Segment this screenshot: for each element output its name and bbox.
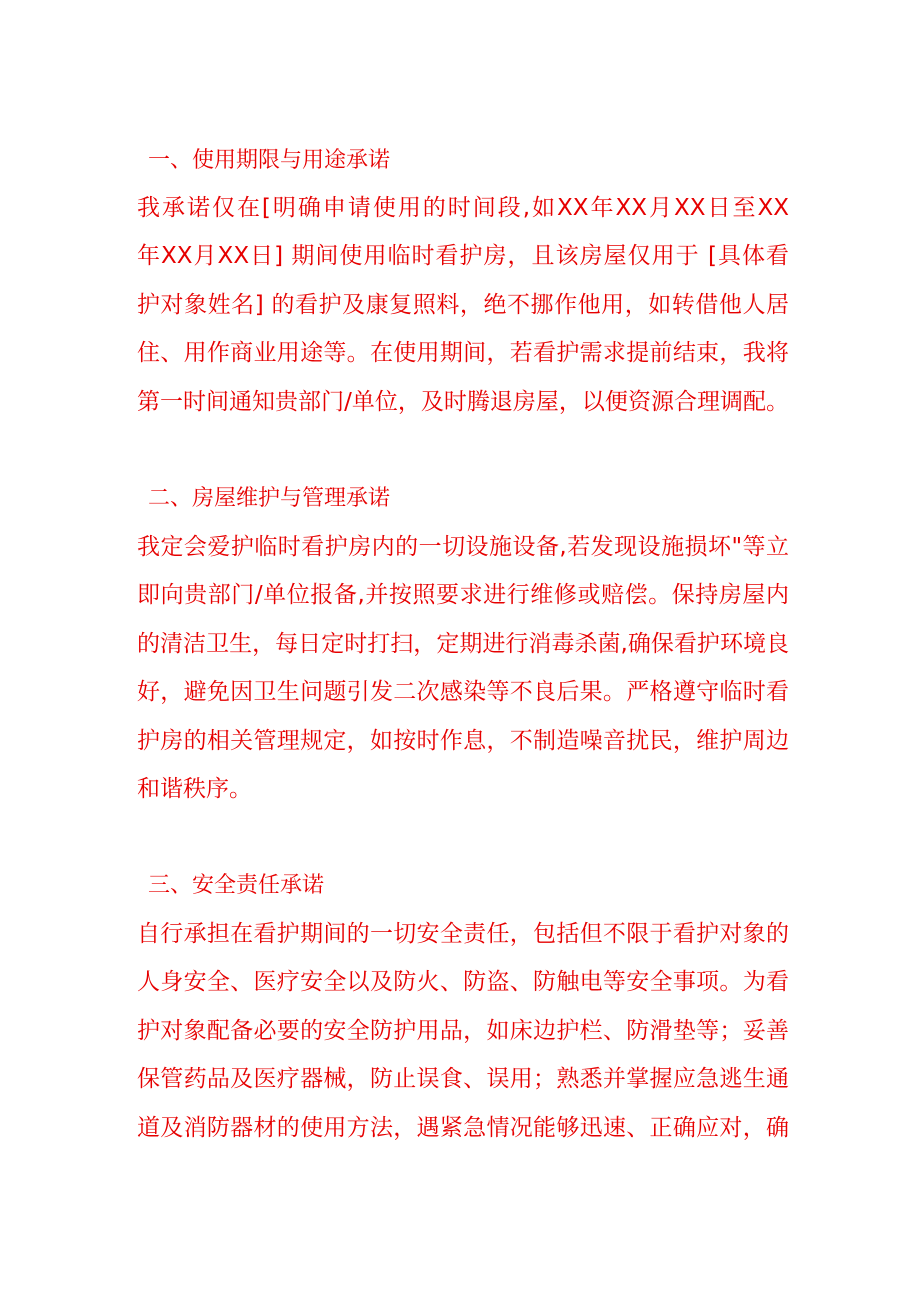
section-1-line-4: 住、用作商业用途等。在使用期间，若看护需求提前结束，我将 [137, 340, 789, 366]
section-1-line-2: 年XX月XX日] 期间使用临时看护房，且该房屋仅用于 [具体看 [137, 243, 789, 269]
section-3-line-3: 护对象配备必要的安全防护用品，如床边护栏、防滑垫等；妥善 [137, 1018, 789, 1044]
section-2-heading: 二、房屋维护与管理承诺 [148, 486, 391, 511]
section-3-line-4: 保管药品及医疗器械，防止误食、误用；熟悉并掌握应急逃生通 [137, 1066, 789, 1092]
section-2-line-3: 的清洁卫生，每日定时打扫，定期进行消毒杀菌,确保看护环境良 [137, 631, 789, 657]
section-1-line-3: 护对象姓名] 的看护及康复照料，绝不挪作他用，如转借他人居 [137, 292, 789, 318]
section-1-heading: 一、使用期限与用途承诺 [148, 148, 391, 173]
section-2-line-1: 我定会爱护临时看护房内的一切设施设备,若发现设施损坏"等立 [137, 534, 789, 560]
section-3-line-1: 自行承担在看护期间的一切安全责任，包括但不限于看护对象的 [137, 921, 789, 947]
section-2-line-6: 和谐秩序。 [137, 776, 252, 802]
section-2-line-4: 好，避免因卫生问题引发二次感染等不良后果。严格遵守临时看 [137, 679, 789, 705]
section-1-line-5: 第一时间通知贵部门/单位，及时腾退房屋，以便资源合理调配。 [137, 389, 789, 415]
section-3-line-2: 人身安全、医疗安全以及防火、防盗、防触电等安全事项。为看 [137, 969, 789, 995]
section-1-line-1: 我承诺仅在[明确申请使用的时间段,如XX年XX月XX日至XX [137, 195, 789, 221]
section-3-heading: 三、安全责任承诺 [148, 873, 325, 898]
section-3-line-5: 道及消防器材的使用方法，遇紧急情况能够迅速、正确应对，确 [137, 1115, 789, 1141]
section-2-line-2: 即向贵部门/单位报备,并按照要求进行维修或赔偿。保持房屋内 [137, 582, 789, 608]
section-2-line-5: 护房的相关管理规定，如按时作息，不制造噪音扰民，维护周边 [137, 728, 789, 754]
